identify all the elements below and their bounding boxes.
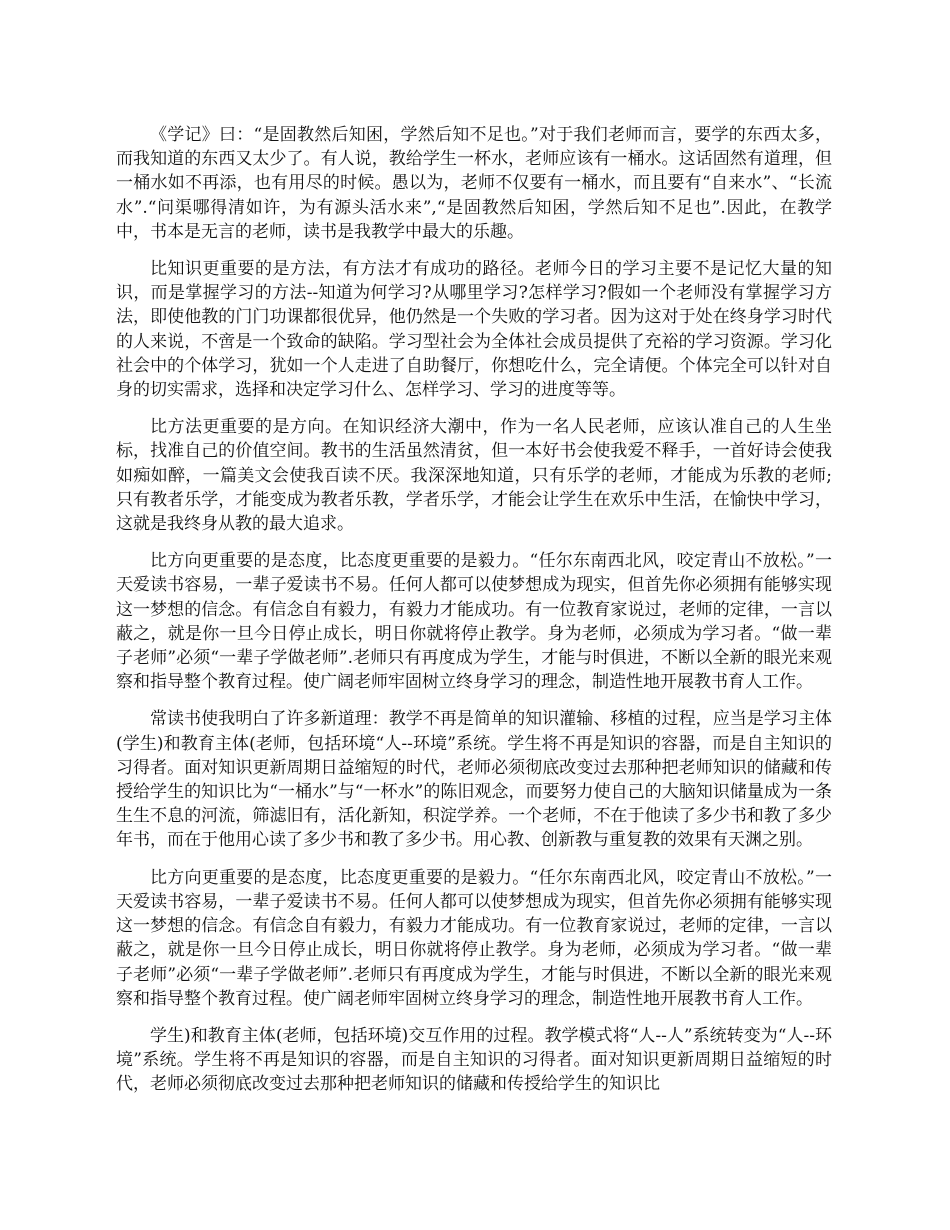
paragraph-2: 比知识更重要的是方法，有方法才有成功的路径。老师今日的学习主要不是记忆大量的知识，而是掌握学习的方法--知道为何学习?从哪里学习?怎样学习?假如一个老师没有掌握学习方法，即使他教的门门功课都很优异，他仍然是一个失败的学习者。因为这对于处在终身学习时代的人来说，不啻是一个致命的缺陷。学习型社会为全体社会成员提供了充裕的学习资源。学习化社会中的个体学习，犹如一个人走进了自助餐厅，你想吃什么，完全请便。个体完全可以针对自身的切实需求，选择和决定学习什么、怎样学习、学习的进度等等。 <box>116 259 832 401</box>
paragraph-3: 比方法更重要的是方向。在知识经济大潮中，作为一名人民老师，应该认准自己的人生坐标，找准自己的价值空间。教书的生活虽然清贫，但一本好书会使我爱不释手，一首好诗会使我如痴如醉，一篇美文会使我百读不厌。我深深地知道，只有乐学的老师，才能成为乐教的老师;只有教者乐学，才能变成为教者乐教，学者乐学，才能会让学生在欢乐中生活，在愉快中学习，这就是我终身从教的最大追求。 <box>116 417 832 535</box>
paragraph-5: 常读书使我明白了许多新道理：教学不再是简单的知识灌输、移植的过程，应当是学习主体(学生)和教育主体(老师，包括环境“人--环境”系统。学生将不再是知识的容器，而是自主知识的习得者。面对知识更新周期日益缩短的时代，老师必须彻底改变过去那种把老师知识的储藏和传授给学生的知识比为“一桶水”与“一杯水”的陈旧观念，而要努力使自己的大脑知识储量成为一条生生不息的河流，筛滤旧有，活化新知，积淀学养。一个老师，不在于他读了多少书和教了多少年书，而在于他用心读了多少书和教了多少书。用心教、创新教与重复教的效果有天渊之别。 <box>116 709 832 851</box>
paragraph-6: 比方向更重要的是态度，比态度更重要的是毅力。“任尔东南西北风，咬定青山不放松。”一天爱读书容易，一辈子爱读书不易。任何人都可以使梦想成为现实，但首先你必须拥有能够实现这一梦想的信念。有信念自有毅力，有毅力才能成功。有一位教育家说过，老师的定律，一言以蔽之，就是你一旦今日停止成长，明日你就将停止教学。身为老师，必须成为学习者。“做一辈子老师”必须“一辈子学做老师”.老师只有再度成为学生，才能与时俱进，不断以全新的眼光来观察和指导整个教育过程。使广阔老师牢固树立终身学习的理念，制造性地开展教书育人工作。 <box>116 867 832 1009</box>
paragraph-4: 比方向更重要的是态度，比态度更重要的是毅力。“任尔东南西北风，咬定青山不放松。”一天爱读书容易，一辈子爱读书不易。任何人都可以使梦想成为现实，但首先你必须拥有能够实现这一梦想的信念。有信念自有毅力，有毅力才能成功。有一位教育家说过，老师的定律，一言以蔽之，就是你一旦今日停止成长，明日你就将停止教学。身为老师，必须成为学习者。“做一辈子老师”必须“一辈子学做老师”.老师只有再度成为学生，才能与时俱进，不断以全新的眼光来观察和指导整个教育过程。使广阔老师牢固树立终身学习的理念，制造性地开展教书育人工作。 <box>116 551 832 693</box>
paragraph-1: 《学记》曰：“是固教然后知困，学然后知不足也。”对于我们老师而言，要学的东西太多，而我知道的东西又太少了。有人说，教给学生一杯水，老师应该有一桶水。这话固然有道理，但一桶水如不再添，也有用尽的时候。愚以为，老师不仅要有一桶水，而且要有“自来水”、“长流水”.“问渠哪得清如许，为有源头活水来”,“是固教然后知困，学然后知不足也”.因此，在教学中，书本是无言的老师，读书是我教学中最大的乐趣。 <box>116 125 832 242</box>
document-body <box>116 123 832 1110</box>
paragraph-7: 学生)和教育主体(老师，包括环境)交互作用的过程。教学模式将“人--人”系统转变为“人--环境”系统。学生将不再是知识的容器，而是自主知识的习得者。面对知识更新周期日益缩短的时代，老师必须彻底改变过去那种把老师知识的储藏和传授给学生的知识比 <box>116 1025 832 1095</box>
